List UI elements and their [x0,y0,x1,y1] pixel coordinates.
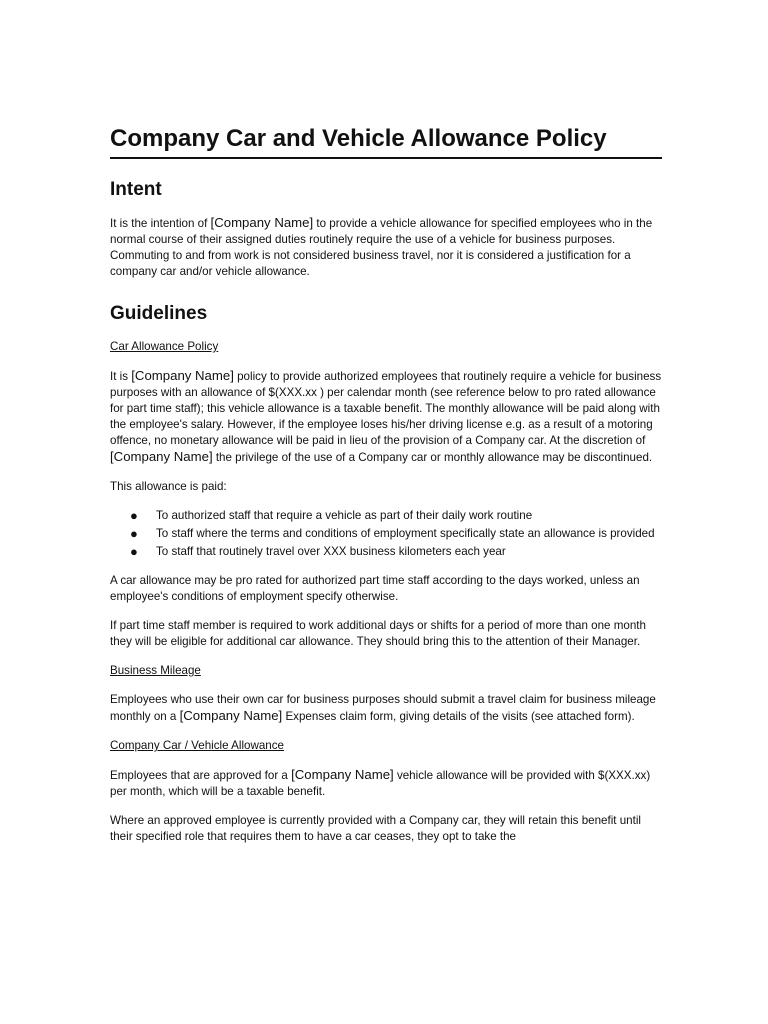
car-allowance-subheading: Car Allowance Policy [110,340,219,353]
company-name-placeholder: [Company Name] [210,215,314,230]
car-allowance-text-end: the privilege of the use of a Company car or monthly allowance may be discontinued. [212,451,653,464]
guidelines-heading: Guidelines [110,303,208,324]
company-name-placeholder: [Company Name] [179,708,283,723]
allowance-paid-intro: This allowance is paid: [110,480,227,493]
bullet-icon: ● [130,544,138,559]
car-allowance-text-start: It is [110,370,132,383]
allowance-bullet-list [110,508,662,560]
intent-heading: Intent [110,179,162,200]
company-name-placeholder: [Company Name] [110,449,213,464]
intent-paragraph [110,215,662,280]
pro-rated-paragraph: A car allowance may be pro rated for authorized part time staff according to the days worked, unless an employee's conditions of employment specify otherwise. [110,574,640,603]
company-car-paragraph-1 [110,767,662,800]
bullet-icon: ● [130,508,138,523]
list-item [110,526,662,542]
business-mileage-subheading: Business Mileage [110,664,201,677]
bullet-text: To staff that routinely travel over XXX business kilometers each year [156,545,506,558]
intent-text-start: It is the intention of [110,217,211,230]
company-car-text-end: vehicle allowance will be provided with $(XXX.xx) per month, which will be a taxable benefit. [110,769,651,798]
bullet-icon: ● [130,526,138,541]
list-item [110,544,662,560]
business-mileage-text-start: Employees who use their own car for business purposes should submit a travel claim for business mileage monthly on a [110,693,656,723]
part-time-paragraph: If part time staff member is required to work additional days or shifts for a period of more than one month they will be eligible for additional car allowance. They should bring this to the attention of their Manager. [110,619,646,648]
document-page [110,122,662,858]
business-mileage-text-end: Expenses claim form, giving details of the visits (see attached form). [282,710,635,723]
company-car-text-start: Employees that are approved for a [110,769,292,782]
company-car-paragraph-2: Where an approved employee is currently provided with a Company car, they will retain this benefit until their specified role that requires them to have a car ceases, they opt to take the [110,814,642,843]
company-name-placeholder: [Company Name] [131,368,234,383]
company-car-subheading: Company Car / Vehicle Allowance [110,739,284,752]
list-item [110,508,662,524]
car-allowance-paragraph [110,368,662,466]
car-allowance-text-middle: policy to provide authorized employees that routinely require a vehicle for business purposes with an allowance of $(XXX.xx ) per calendar month (see reference below to pro rated allowance for part time staff); this vehicle allowance is a taxable benefit. The monthly allowance will be paid along with the employee's salary. However, if the employee loses his/her driving license e.g. as a result of a motoring offence, no monetary allowance will be paid in lieu of the provision of a Company car. At the discretion of [110,370,662,447]
company-name-placeholder: [Company Name] [291,767,394,782]
document-title: Company Car and Vehicle Allowance Policy [110,122,662,159]
bullet-text: To staff where the terms and conditions of employment specifically state an allowance is provided [156,527,655,540]
intent-text-end: to provide a vehicle allowance for specified employees who in the normal course of their assigned duties routinely require the use of a vehicle for business purposes. Commuting to and from work is not considered business travel, nor it is considered a justification for a company car and/or vehicle allowance. [110,217,653,278]
business-mileage-paragraph [110,692,662,725]
bullet-text: To authorized staff that require a vehicle as part of their daily work routine [156,509,533,522]
